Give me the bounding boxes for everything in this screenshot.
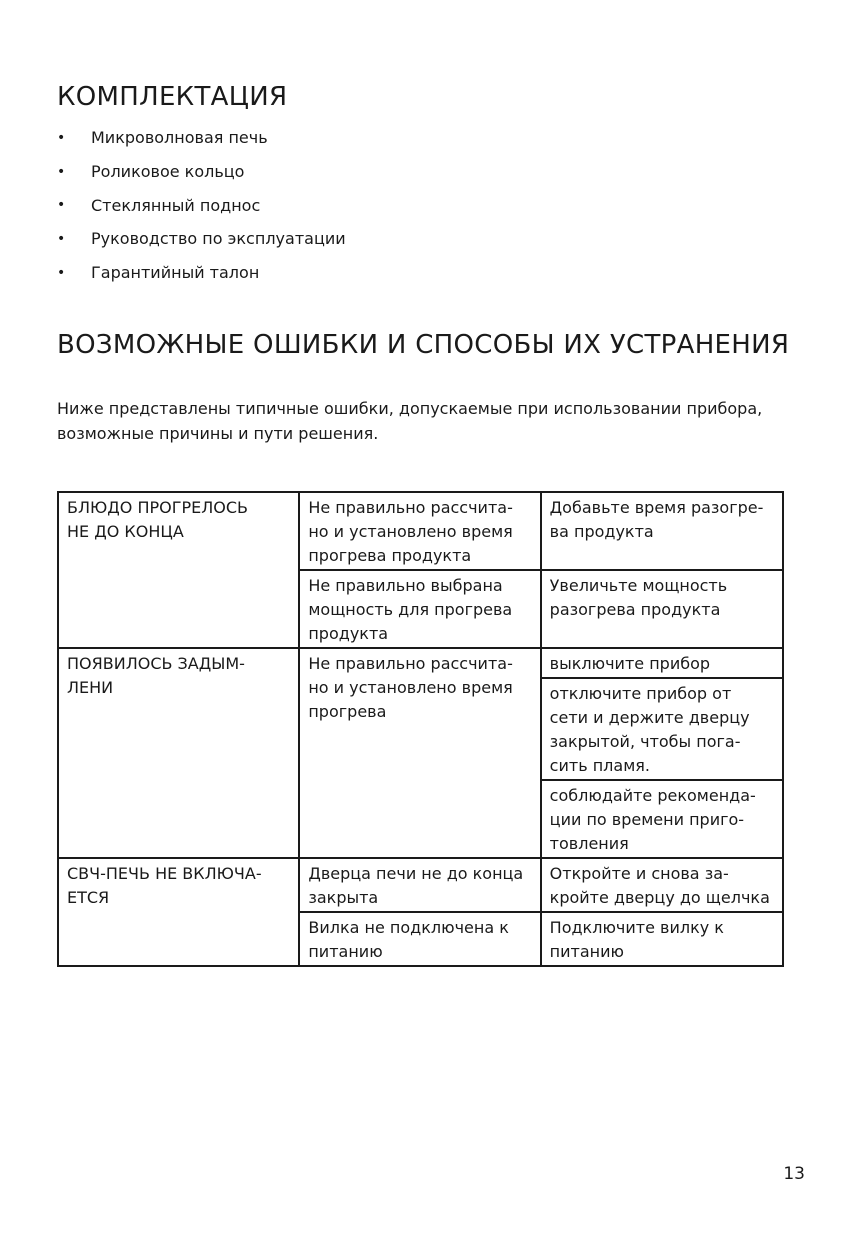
problem-cell: СВЧ-ПЕЧЬ НЕ ВКЛЮЧА- ЕТСЯ [58,858,299,966]
list-item-text: Стеклянный поднос [91,195,261,215]
cause-cell: Вилка не подключена к питанию [299,912,540,966]
solution-cell: соблюдайте рекоменда- ции по времени приго- товления [541,780,783,858]
list-item [57,256,346,290]
page-number: 13 [783,1164,805,1184]
solution-cell: Увеличьте мощность разогрева продукта [541,570,783,648]
errors-intro: Ниже представлены типичные ошибки, допускаемые при использовании прибора, возможные причины и пути решения. [57,399,763,443]
list-item-text: Микроволновая печь [91,128,268,148]
cause-cell: Не правильно рассчита- но и установлено время прогрева продукта [299,492,540,570]
cause-cell: Дверца печи не до конца закрыта [299,858,540,912]
solution-cell: Добавьте время разогре- ва продукта [541,492,783,570]
cause-cell: Не правильно рассчита- но и установлено время прогрева [299,648,540,858]
kit-section-title: КОМПЛЕКТАЦИЯ [57,82,288,112]
problem-cell: ПОЯВИЛОСЬ ЗАДЫМ- ЛЕНИ [58,648,299,858]
list-item-text: Гарантийный талон [91,263,260,283]
list-item [57,121,346,155]
solution-cell: Подключите вилку к питанию [541,912,783,966]
cause-cell: Не правильно выбрана мощность для прогрева продукта [299,570,540,648]
table-row [58,492,783,570]
problem-cell: БЛЮДО ПРОГРЕЛОСЬ НЕ ДО КОНЦА [58,492,299,648]
solution-cell: выключите прибор [541,648,783,678]
errors-section-title: ВОЗМОЖНЫЕ ОШИБКИ И СПОСОБЫ ИХ УСТРАНЕНИЯ [57,330,790,360]
bullet-icon: • [57,264,66,281]
table-row [58,858,783,912]
list-item [57,155,346,189]
errors-table [57,491,784,967]
list-item [57,222,346,256]
bullet-icon: • [57,129,66,146]
bullet-icon: • [57,230,66,247]
bullet-icon: • [57,163,66,180]
list-item-text: Руководство по эксплуатации [91,229,346,249]
table-row [58,648,783,678]
kit-list [57,121,346,289]
list-item-text: Роликовое кольцо [91,162,245,182]
solution-cell: отключите прибор от сети и держите дверцу закрытой, чтобы пога- сить пламя. [541,678,783,780]
solution-cell: Откройте и снова за- кройте дверцу до щелчка [541,858,783,912]
bullet-icon: • [57,197,66,214]
list-item [57,188,346,222]
